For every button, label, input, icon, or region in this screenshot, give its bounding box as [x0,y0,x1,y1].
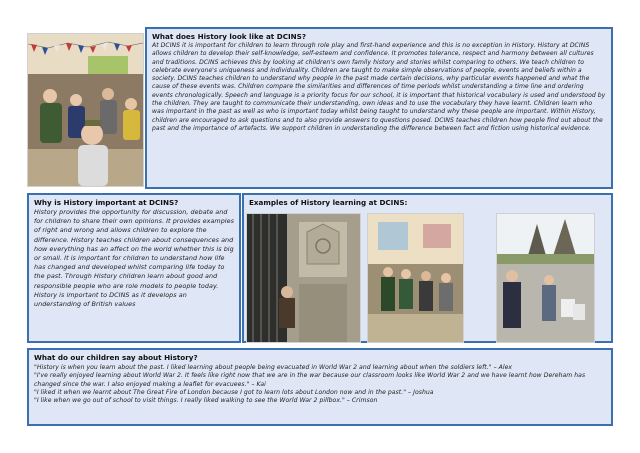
examples-heading: Examples of History learning at DCINS: [249,198,408,207]
example-photo-stone-gate [246,213,361,343]
why-important-heading: Why is History important at DCINS? [34,198,179,207]
history-look-like-text: At DCINS it is important for children to learn through role play and first-hand experience and this is no exception in History. History at DCINS allows children to develop their self-knowledge, self-esteem and confidence. It promotes tolerance, respect and harmony between all cultures and traditions. DCINS achieves this by looking at children's own family history and stories whilst comparing to others. We teach children to celebrate everyone's uniqueness and individuality. Children are taught to make simple observations of people, events and beliefs within a society. DCINS teaches children to understand why people in the past made certain decisions, why particular events happened and what the cause of these events was. Children compare the similarities and differences of time periods whilst understanding a time line and ordering events chronologically. Speech and language is a priority focus for our school, it is important that historical vocabulary is used and understood by the children. They are taught to communicate their understanding, own ideas and to use the vocabulary they have learnt. Children learn who was important in the past as well as who is important today whilst being taught to understand why these people are important. Within History, children are encouraged to ask questions and to also provide answers to questions posed. DCINS teaches children how people find out about the past and the importance of artefacts. We support children in understanding the difference between fact and fiction using historical evidence. [152,42,606,132]
children-say-panel [27,348,613,426]
why-important-panel [27,193,241,343]
history-look-like-heading: What does History look like at DCINS? [152,32,307,41]
quote-alex: "History is when you learn about the past. I liked learning about people being evacuated in World War 2 and learning about when the soldiers left." – Alex [34,364,513,371]
quote-joshua: "I liked it when we learnt about The Great Fire of London because I got to learn lots about London now and in the past." – Joshua [34,388,434,396]
example-photo-outdoor-visit [496,213,595,343]
example-photo-costume-hall [367,213,464,343]
quote-crimson: "I like when we go out of school to visit things. I really liked walking to see the World War 2 pillbox." – Crimson [34,397,378,405]
why-important-text: History provides the opportunity for discussion, debate and for children to share their own opinions. It provides examples of right and wrong and allows children to explore the difference. History teaches children about consequences and how everything has an affect on the world whether this is big or small. It is important for children to understand how life has changed and developed whilst comparing life today to the past. Through History children learn about good and responsible people who are role models to people today. History is important to DCINS as it develops an understanding of British values [34,208,234,309]
history-look-like-panel [145,27,613,189]
children-say-heading: What do our children say about History? [34,353,198,362]
quote-kai: "I've really enjoyed learning about World War 2. It feels like right now that we are in the war because our classroom looks like World War 2 and we have learnt how Dereham has changed since the war. I also enjoyed making a leaflet for evacuees." – Kai [34,372,586,388]
photo-children-dancing [27,33,144,187]
